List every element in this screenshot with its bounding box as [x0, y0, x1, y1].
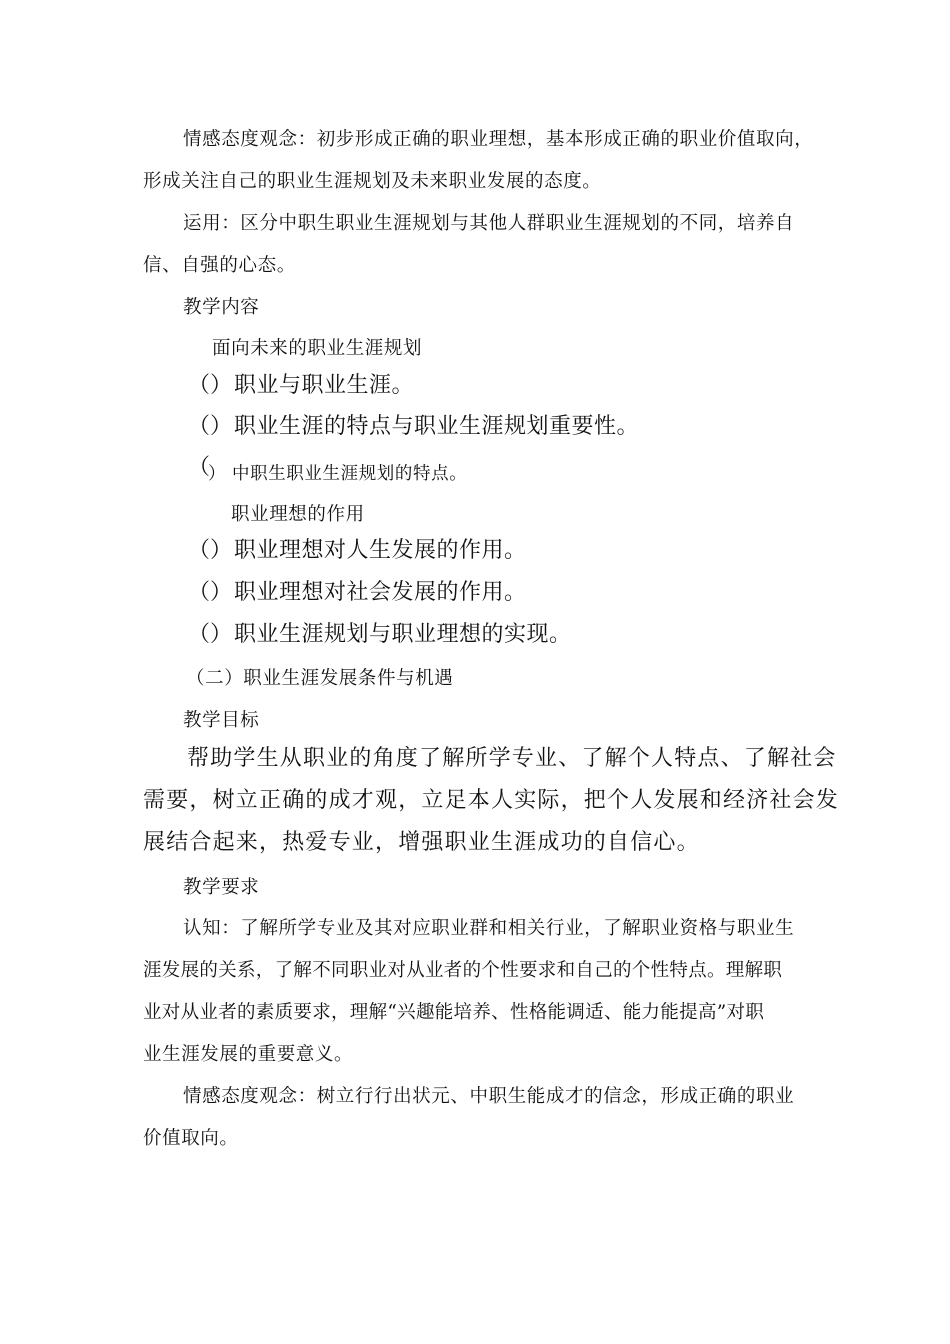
paragraph-line: 业对从业者的素质要求，理解“兴趣能培养、性格能调适、能力能提高”对职 — [143, 1002, 765, 1023]
list-item-text: 职业与职业生涯。 — [234, 373, 415, 398]
open-paren: （ — [188, 414, 211, 439]
paragraph-line: 认知：了解所学专业及其对应职业群和相关行业，了解职业资格与职业生 — [183, 918, 795, 939]
paragraph-line: 帮助学生从职业的角度了解所学专业、了解个人特点、了解社会 — [187, 746, 837, 771]
paragraph-line: 情感态度观念：树立行行出状元、中职生能成才的信念，形成正确的职业 — [183, 1086, 795, 1107]
open-paren: （ — [188, 538, 211, 563]
paragraph-line: 涯发展的关系，了解不同职业对从业者的个性要求和自己的个性特点。理解职 — [143, 960, 783, 981]
section-heading: 教学目标 — [183, 710, 260, 731]
paragraph-line: 信、自强的心态。 — [143, 255, 296, 276]
close-paren: ） — [208, 464, 226, 484]
paragraph-line: 价值取向。 — [143, 1128, 239, 1149]
open-paren: （ — [188, 455, 211, 480]
close-paren: ） — [210, 414, 233, 439]
close-paren: ） — [210, 622, 233, 647]
list-item-text: 职业生涯规划与职业理想的实现。 — [234, 622, 572, 647]
section-heading: 教学要求 — [183, 877, 260, 898]
subsection-heading: 职业理想的作用 — [231, 504, 365, 525]
paragraph-line: 展结合起来，热爱专业，增强职业生涯成功的自信心。 — [143, 830, 700, 855]
section-heading: （二）职业生涯发展条件与机遇 — [186, 668, 454, 689]
list-item-text: 职业理想对社会发展的作用。 — [234, 580, 527, 605]
section-heading: 教学内容 — [183, 297, 260, 318]
close-paren: ） — [210, 538, 233, 563]
open-paren: （ — [188, 580, 211, 605]
list-item-text: 职业生涯的特点与职业生涯规划重要性。 — [234, 414, 640, 439]
open-paren: （ — [188, 622, 211, 647]
list-item-text: 职业理想对人生发展的作用。 — [234, 538, 527, 563]
paragraph-line: 业生涯发展的重要意义。 — [143, 1044, 354, 1065]
paragraph-line: 需要，树立正确的成才观，立足本人实际，把个人发展和经济社会发 — [143, 788, 840, 813]
paragraph-line: 运用：区分中职生职业生涯规划与其他人群职业生涯规划的不同，培养自 — [183, 213, 795, 234]
paragraph-line: 形成关注自己的职业生涯规划及未来职业发展的态度。 — [143, 171, 602, 192]
subsection-heading: 面向未来的职业生涯规划 — [212, 338, 423, 359]
close-paren: ） — [210, 580, 233, 605]
open-paren: （ — [188, 373, 211, 398]
paragraph-line: 情感态度观念：初步形成正确的职业理想，基本形成正确的职业价值取向， — [183, 129, 814, 150]
close-paren: ） — [210, 373, 233, 398]
list-item-text: 中职生职业生涯规划的特点。 — [232, 464, 468, 484]
